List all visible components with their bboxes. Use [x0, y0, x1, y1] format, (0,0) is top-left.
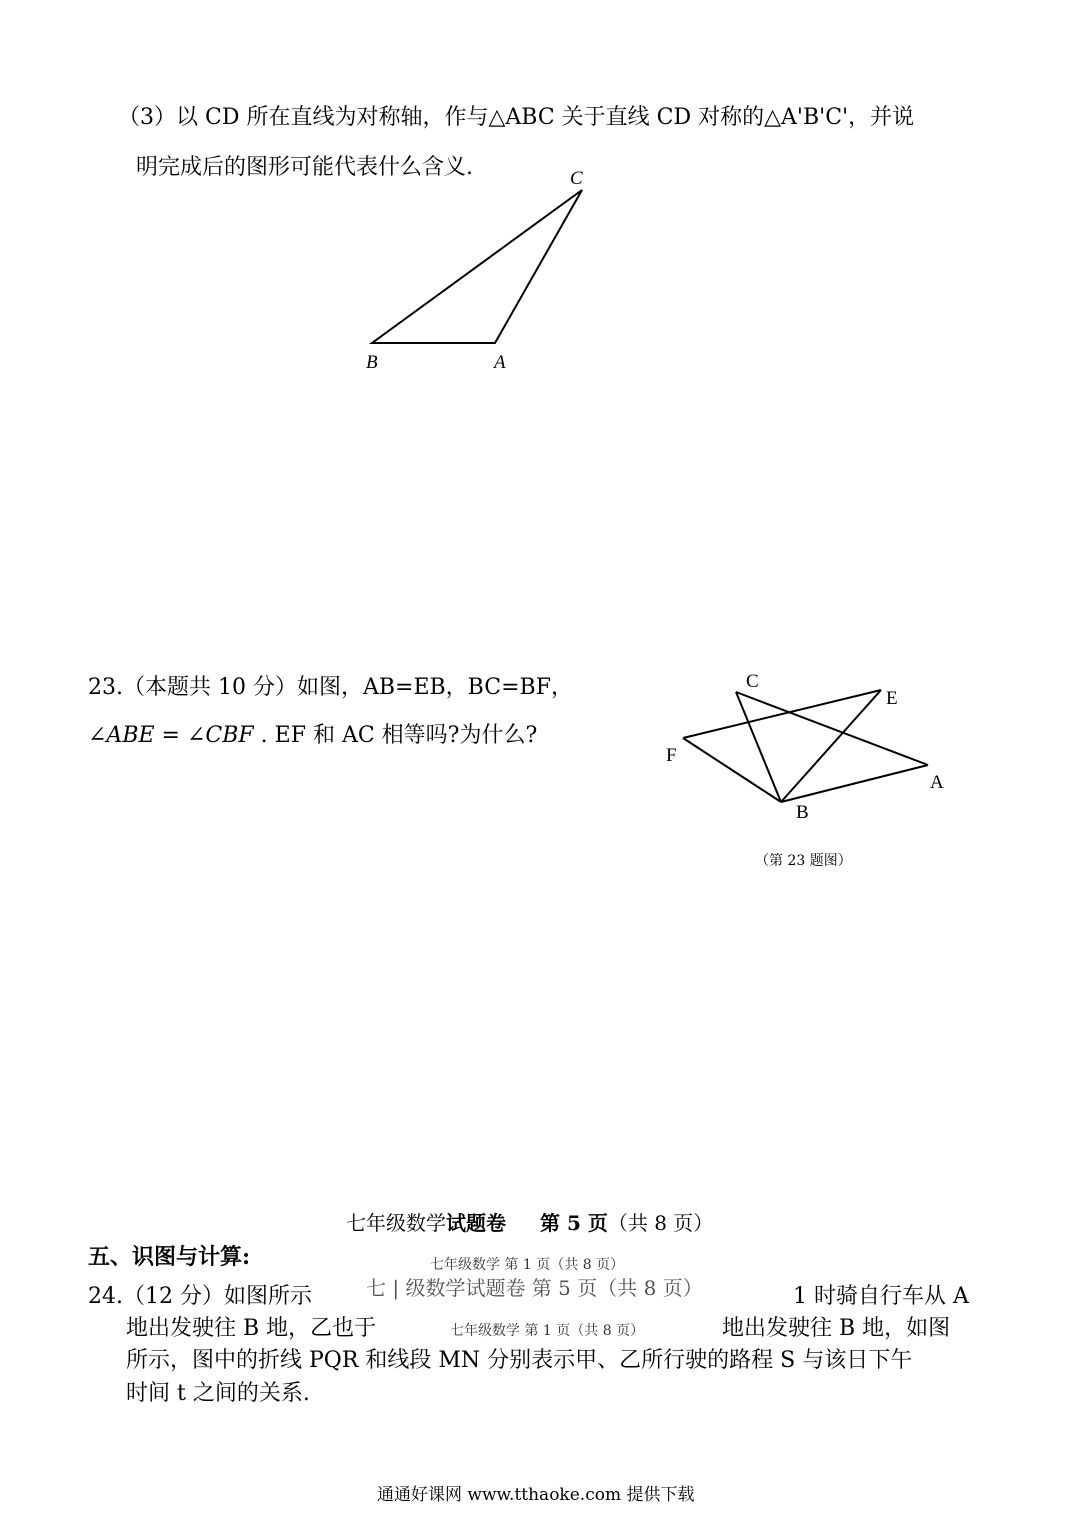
fig23-label-b: B	[796, 802, 809, 823]
section-5-title: 五、识图与计算:	[88, 1244, 251, 1270]
footer-prefix: 七年级数学	[346, 1211, 446, 1235]
q22-part3-line2: 明完成后的图形可能代表什么含义.	[136, 155, 473, 180]
q24-line3: 所示，图中的折线 PQR 和线段 MN 分别表示甲、乙所行驶的路程 S 与该日下午	[126, 1348, 913, 1373]
overlay-garbled: 七 | 级数学试题卷 第 5 页（共 8 页）	[366, 1276, 703, 1300]
figure-23-caption: （第 23 题图）	[755, 853, 852, 869]
fig23-label-c: C	[746, 671, 759, 692]
segment-cb	[736, 692, 781, 802]
segment-fb	[683, 738, 781, 802]
q24-line1a: 24.（12 分）如图所示	[88, 1284, 312, 1309]
q23-question: . EF 和 AC 相等吗?为什么?	[253, 723, 538, 748]
q23-line1: 23.（本题共 10 分）如图，AB=EB，BC=BF，	[88, 675, 573, 700]
q24-line2a: 地出发驶往 B 地，乙也于	[126, 1316, 377, 1341]
q22-part3-line1: （3）以 CD 所在直线为对称轴，作与△ABC 关于直线 CD 对称的△A'B'C'，并说	[118, 105, 915, 130]
q24-line4: 时间 t 之间的关系.	[126, 1381, 310, 1406]
q24-line2b: 地出发驶往 B 地，如图	[722, 1316, 951, 1341]
site-footer: 通通好课网 www.tthaoke.com 提供下载	[377, 1485, 695, 1505]
angle-equation: ∠ABE = ∠CBF	[88, 723, 254, 748]
fig23-label-f: F	[666, 745, 677, 766]
segment-fe	[683, 690, 881, 738]
segment-ca	[736, 692, 928, 765]
overlay-stamp-1: 七年级数学 第 1 页（共 8 页）	[430, 1257, 625, 1273]
exam-page-footer	[346, 1207, 713, 1236]
segment-eb	[781, 690, 881, 802]
q24-line1b: 1 时骑自行车从 A	[793, 1284, 969, 1309]
segment-ba	[781, 765, 928, 802]
fig23-label-a: A	[930, 772, 944, 793]
overlay-stamp-2: 七年级数学 第 1 页（共 8 页）	[450, 1323, 645, 1339]
footer-total: （共 8 页）	[607, 1211, 714, 1235]
label-c: C	[570, 168, 583, 189]
label-b: B	[366, 352, 378, 373]
fig23-label-e: E	[886, 688, 898, 709]
label-a: A	[494, 352, 506, 373]
footer-page: 第 5 页	[540, 1211, 608, 1235]
footer-mid: 试题卷	[446, 1211, 506, 1235]
